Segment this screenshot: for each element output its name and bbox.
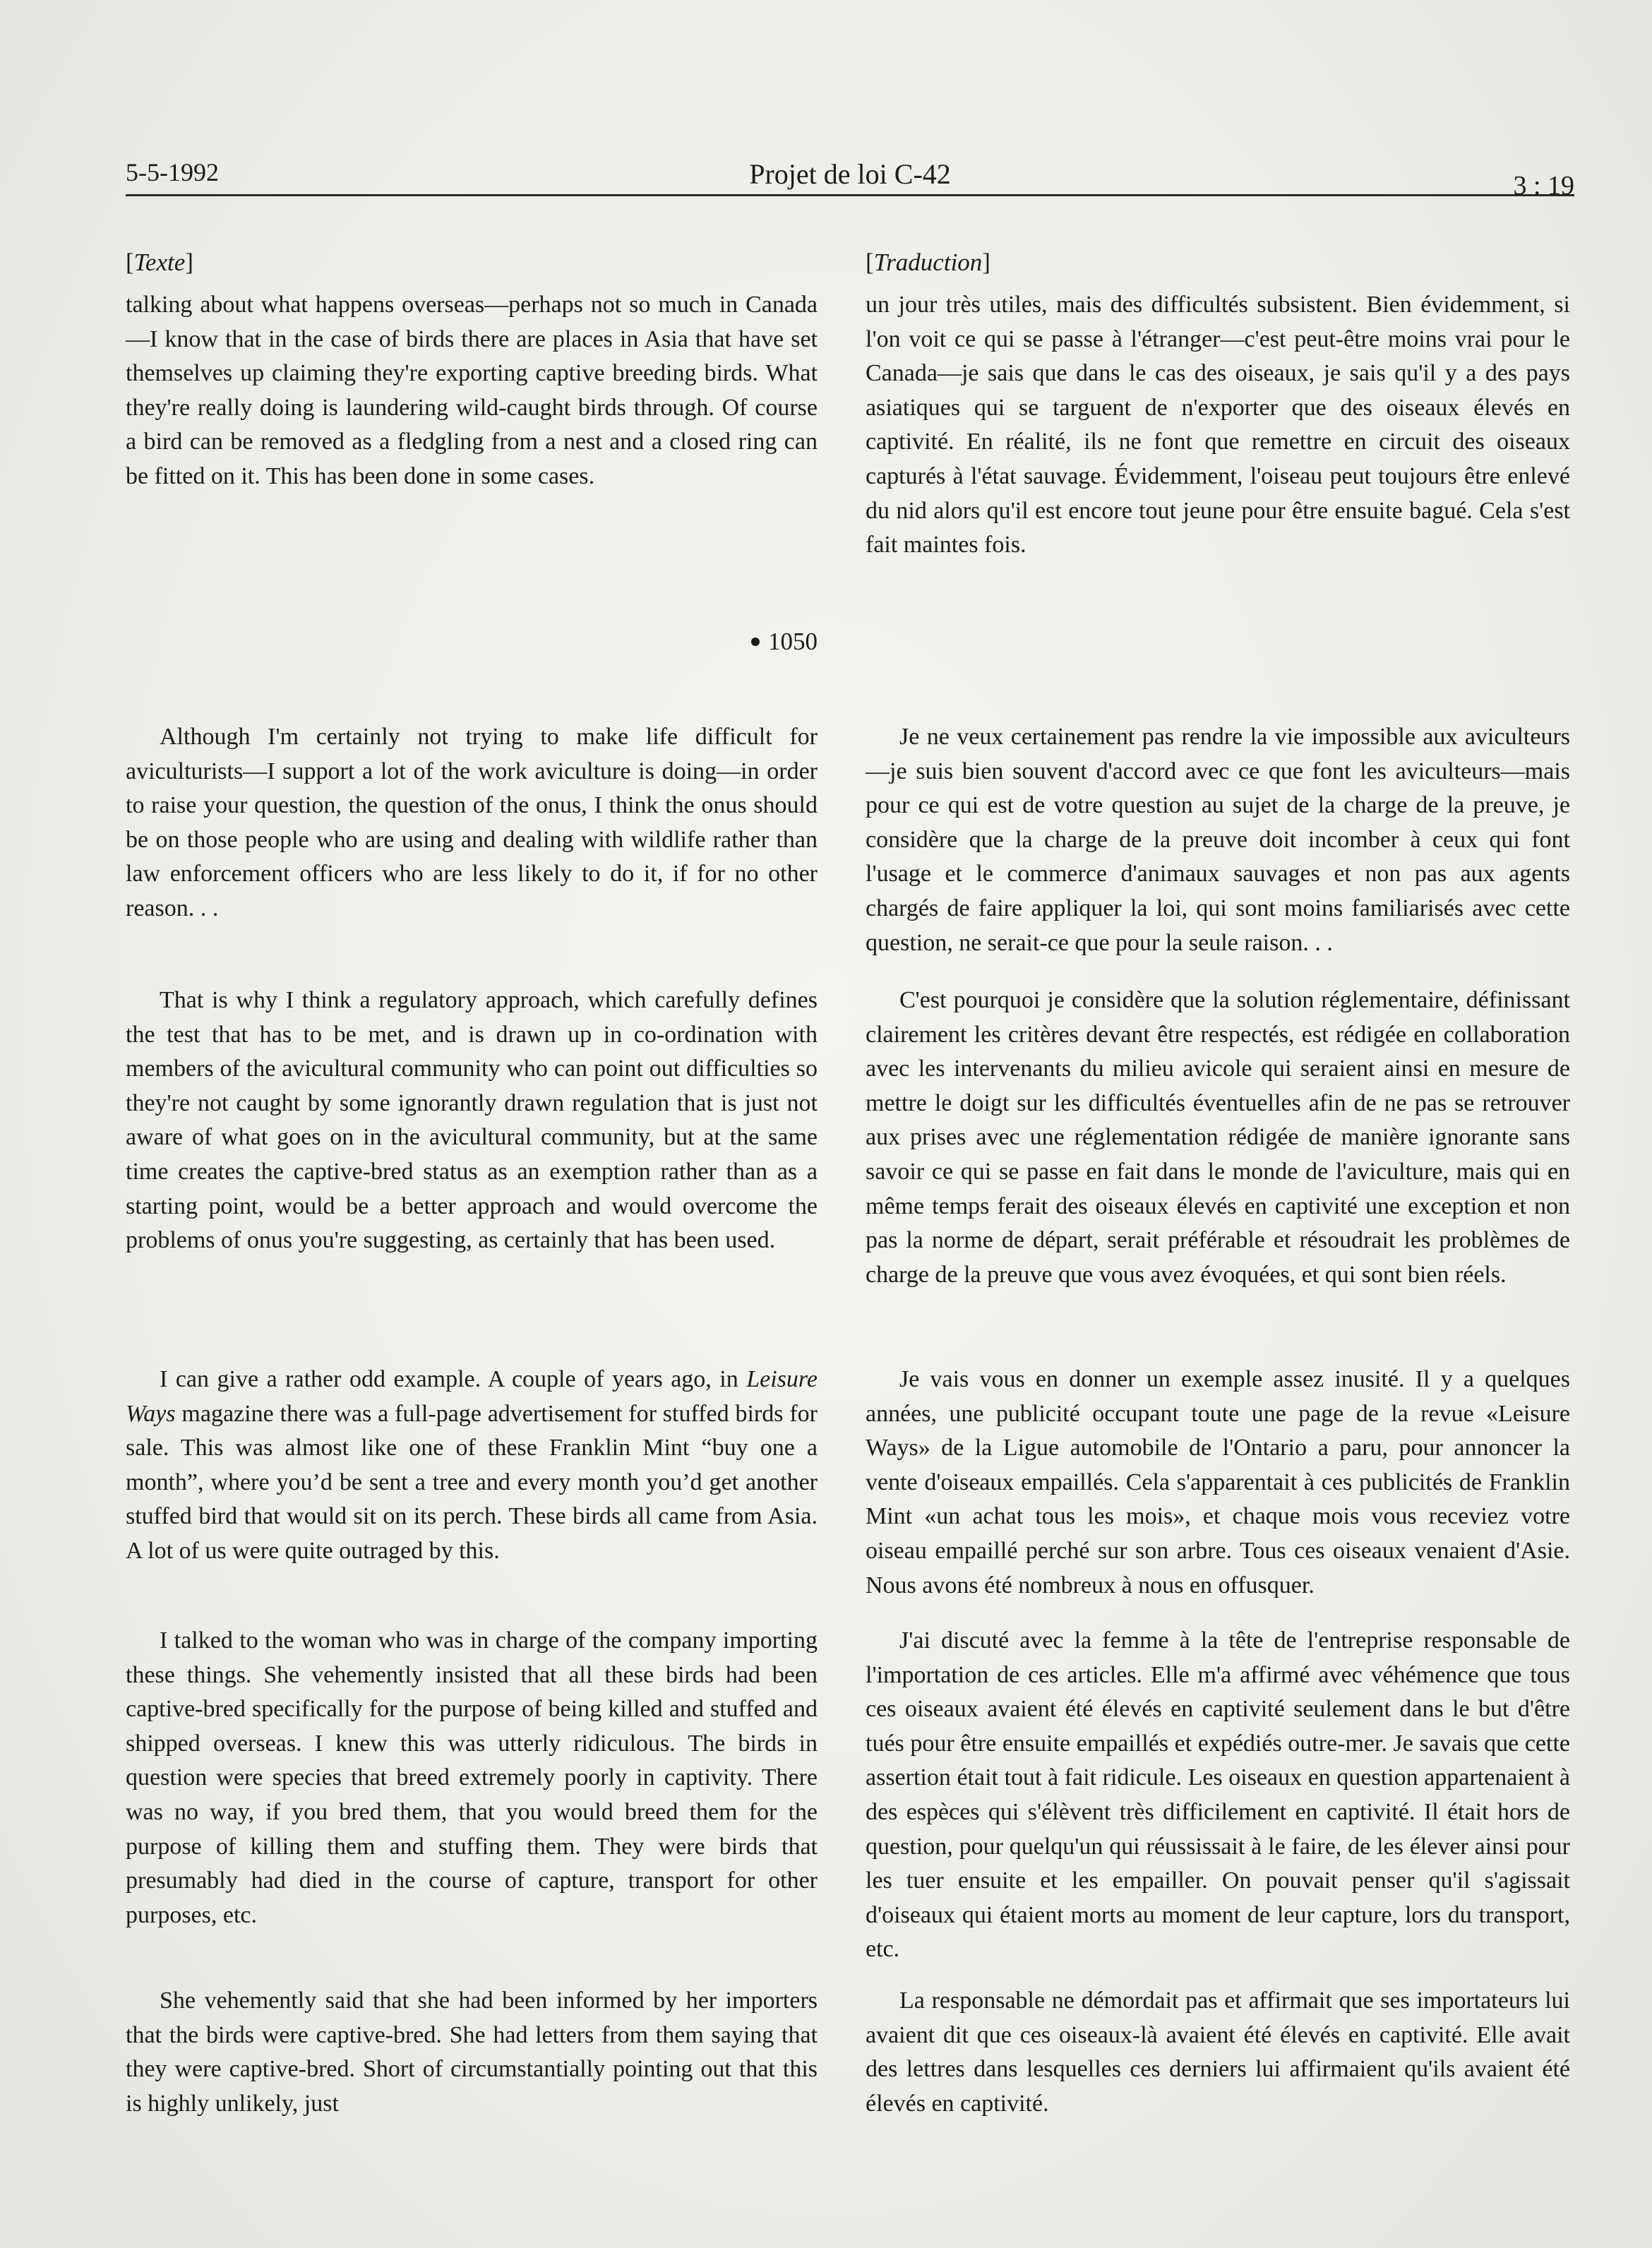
right-paragraph-1: un jour très utiles, mais des difficultés subsistent. Bien évidemment, si l'on voit ce qui se passe à l'étranger—c'est peut-être moins vrai pour le Canada—je sais que dans le cas des oiseaux, je sais qu'il y a des pays asiatiques qui se targuent de n'exporter que des oiseaux élevés en captivité. En réalité, ils ne font que remettre en circuit des oiseaux capturés à l'état sauvage. Évidemment, l'oiseau peut toujours être enlevé du nid alors qu'il est encore tout jeune pour être ensuite bagué. Cela s'est fait maintes fois. [866, 292, 1570, 558]
left-paragraph-3: That is why I think a regulatory approach, which carefully defines the test that has to be met, and is drawn up in co-ordination with members of the avicultural community who can point out difficulties so they're not caught by some ignorantly drawn regulation that is just not aware of what goes on in the avicultural community, but at the same time creates the captive-bred status as an exemption rather than as a starting point, would be a better approach and would overcome the problems of onus you're suggesting, as certainly that has been used. [126, 987, 818, 1254]
header-title: Projet de loi C-42 [749, 158, 951, 190]
left-paragraph-4: I can give a rather odd example. A couple of years ago, in Leisure Ways magazine there was a full-page advertisement for stuffed birds for sale. This was almost like one of these Franklin Mint “buy one a month”, where you’d be sent a tree and every month you’d get another stuffed bird that would sit on its perch. These birds all came from Asia. A lot of us were quite outraged by this. [126, 1366, 818, 1564]
left-paragraph-1: talking about what happens overseas—perhaps not so much in Canada—I know that in the case of birds there are places in Asia that have set themselves up claiming they're exporting captive breeding birds. What they're really doing is laundering wild-caught birds through. Of course a bird can be removed as a fledgling from a nest and a closed ring can be fitted on it. This has been done in some cases. [126, 292, 818, 489]
right-column [866, 240, 1570, 2117]
header-page-number: 3 : 19 [1513, 171, 1574, 201]
right-paragraph-3: C'est pourquoi je considère que la solution réglementaire, définissant clairement les critères devant être respectés, est rédigée en collaboration avec les intervenants du milieu avicole qui seraient ainsi en mesure de mettre le doigt sur les difficultés éventuelles afin de ne pas se retrouver aux prises avec une réglementation rédigée de manière ignorante sans savoir ce qui se passe en fait dans le monde de l'aviculture, mais qui en même temps ferait des oiseaux élevés en captivité une exception et non pas la norme de départ, serait préférable et résoudrait les problèmes de charge de la preuve que vous avez évoquées, et qui sont bien réels. [866, 987, 1570, 1288]
time-marker: 1050 [751, 625, 818, 659]
right-paragraph-5: J'ai discuté avec la femme à la tête de l'entreprise responsable de l'importation de ces articles. Elle m'a affirmé avec véhémence que tous ces oiseaux avaient été élevés en captivité seulement dans le but d'être tués pour être ensuite empaillés et expédiés outre-mer. Je savais que cette assertion était tout à fait ridicule. Les oiseaux en question appartenaient à des espèces qui s'élèvent très difficilement en captivité. Il était hors de question, pour quelqu'un qui réussissait à le faire, de les élever ainsi pour les tuer ensuite et les empailler. On pouvait penser qu'il s'agissait d'oiseaux qui étaient morts au moment de leur capture, lors du transport, etc. [866, 1627, 1570, 1963]
column-label-texte: [Texte] [126, 249, 193, 276]
left-column [126, 240, 818, 2117]
left-paragraph-2: Although I'm certainly not trying to make life difficult for aviculturists—I support a lot of the work aviculture is doing—in order to raise your question, the question of the onus, I think the onus should be on those people who are using and dealing with wildlife rather than law enforcement officers who are less likely to do it, if for no other reason. . . [126, 724, 818, 921]
bullet-icon [751, 638, 760, 646]
right-paragraph-2: Je ne veux certainement pas rendre la vie impossible aux aviculteurs—je suis bien souvent d'accord avec ce que font les aviculteurs—mais pour ce qui est de votre question au sujet de la charge de la preuve, je considère que la charge de la preuve doit incomber à ceux qui font l'usage et le commerce d'animaux sauvages et non pas aux agents chargés de faire appliquer la loi, qui sont moins familiarisés avec cette question, ne serait-ce que pour la seule raison. . . [866, 724, 1570, 956]
left-paragraph-6: She vehemently said that she had been informed by her importers that the birds were captive-bred. She had letters from them saying that they were captive-bred. Short of circumstantially pointing out that this is highly unlikely, just [126, 1987, 818, 2117]
header-date: 5-5-1992 [126, 158, 219, 186]
left-paragraph-5: I talked to the woman who was in charge of the company importing these things. She vehemently insisted that all these birds had been captive-bred specifically for the purpose of being killed and stuffed and shipped overseas. I knew this was utterly ridiculous. The birds in question were species that breed extremely poorly in captivity. There was no way, if you bred them, that you would breed them for the purpose of killing them and stuffing them. They were birds that presumably had died in the course of capture, transport for other purposes, etc. [126, 1627, 818, 1928]
page-header [126, 152, 1574, 201]
right-paragraph-4: Je vais vous en donner un exemple assez inusité. Il y a quelques années, une publicité occupant toute une page de la revue «Leisure Ways» de la Ligue automobile de l'Ontario a paru, pour annoncer la vente d'oiseaux empaillés. Cela s'apparentait à ces publicités de Franklin Mint «un achat tous les mois», et chaque mois vous receviez votre oiseau empaillé perché sur son arbre. Tous ces oiseaux venaient d'Asie. Nous avons été nombreux à nous en offusquer. [866, 1366, 1570, 1598]
column-label-traduction: [Traduction] [866, 249, 990, 276]
right-paragraph-6: La responsable ne démordait pas et affirmait que ses importateurs lui avaient dit que ces oiseaux-là avaient été élevés en captivité. Elle avait des lettres dans lesquelles ces derniers lui affirmaient qu'ils avaient été élevés en captivité. [866, 1987, 1570, 2117]
